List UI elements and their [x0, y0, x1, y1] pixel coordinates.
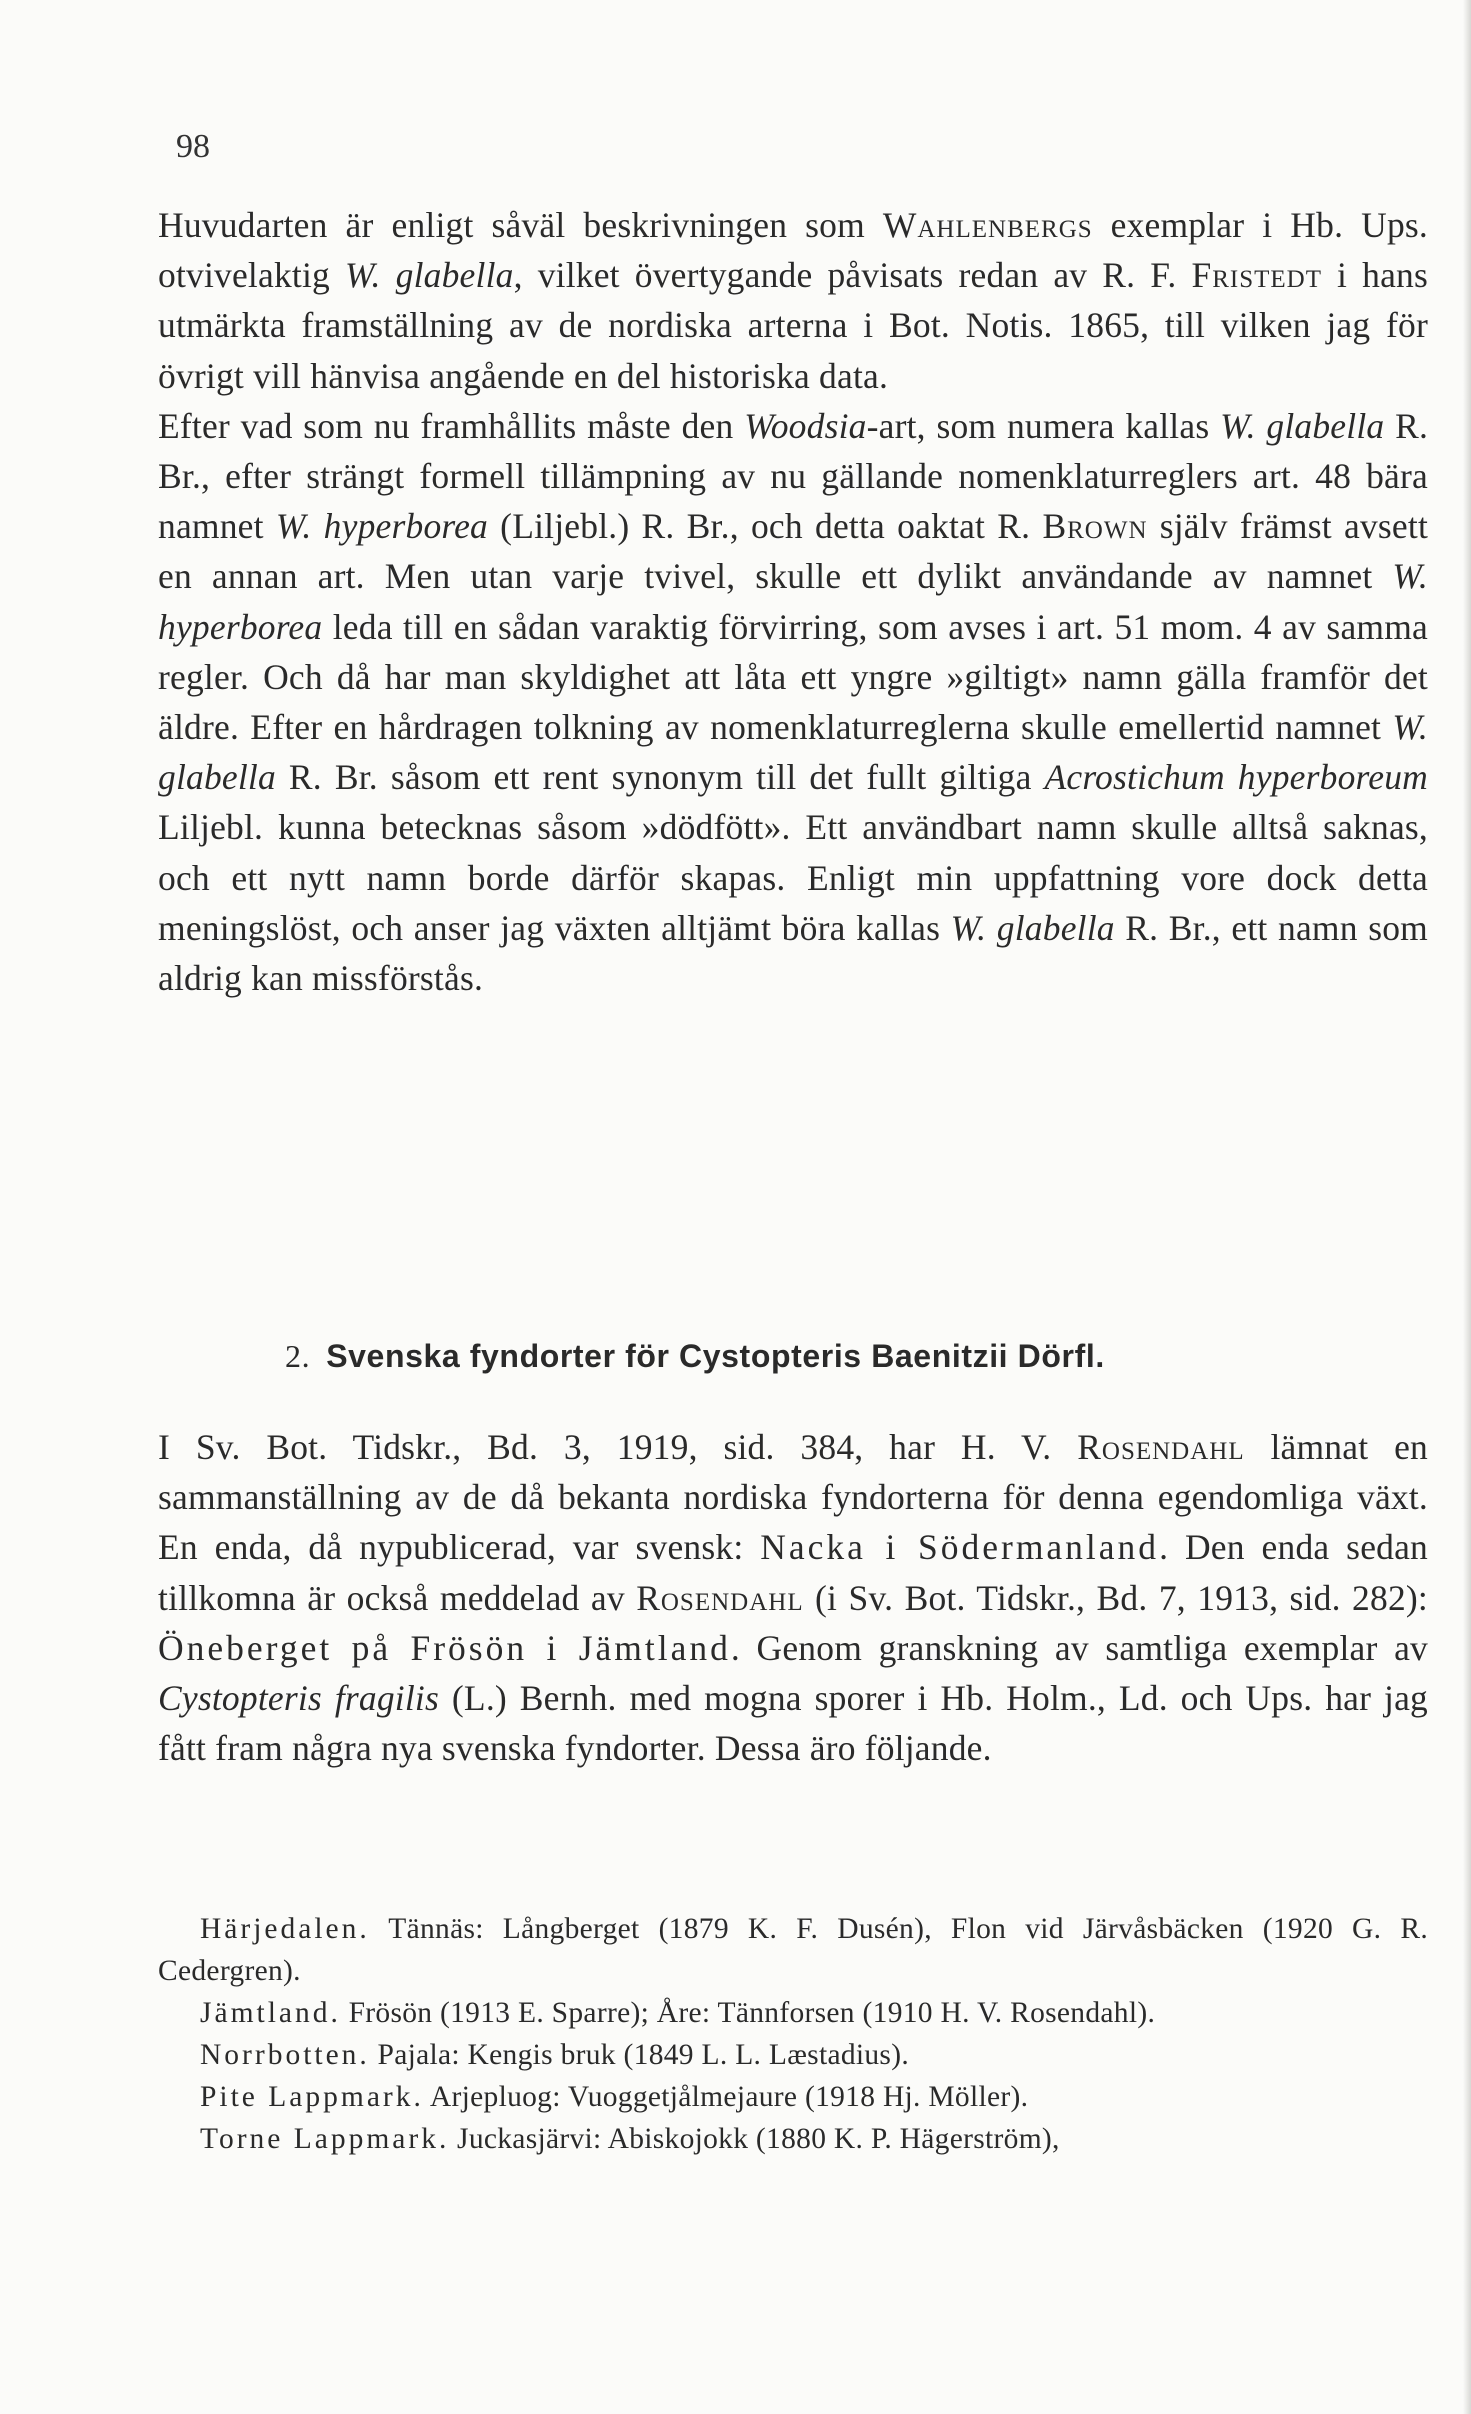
section-title: Svenska fyndorter för Cystopteris Baenitzii Dörfl.: [326, 1338, 1105, 1374]
text-run: Efter vad som nu framhållits måste den: [158, 405, 745, 446]
region-name: Jämtland.: [200, 1997, 341, 2029]
paragraph-1: [158, 200, 1428, 401]
text-run: leda till en sådan varaktig förvirring, som avses i art. 51 mom. 4 av samma regler. Och då har man skyldighet att låta ett yngre »giltigt» namn gälla framför det äldre. Efter en hårdragen tolkning av nomenklaturreglerna skulle emellertid namnet: [158, 606, 1428, 748]
locality-name: Öneberget på Frösön i Jämtland: [158, 1627, 731, 1668]
text-run: R. Br., efter strängt formell tillämpning av nu gällande nomenklaturreglers art. 48 bära namnet: [158, 405, 1429, 547]
species-name: W. glabella: [1220, 405, 1385, 446]
section-heading: [285, 1338, 1105, 1375]
author-name: Wahlenbergs: [882, 205, 1093, 245]
region-name: Norrbotten.: [200, 2039, 370, 2071]
locality-list: [158, 1908, 1428, 2160]
paragraph-3: [158, 1422, 1428, 1773]
paragraph-2: [158, 401, 1428, 1003]
section-2-text: [158, 1422, 1428, 1773]
text-run: . Den enda sedan tillkomna är också meddelad av: [158, 1527, 1429, 1618]
text-run: Liljebl. kunna betecknas såsom »dödfött». Ett användbart namn skulle alltså saknas, och ett nytt namn borde därför skapas. Enligt min uppfattning vore dock detta meningslöst, och anser jag växten alltjämt böra kallas: [158, 807, 1428, 948]
text-run: . Genom granskning av samtliga exemplar av: [730, 1627, 1428, 1668]
species-name: Acrostichum hyperboreum: [1044, 757, 1428, 798]
text-run: exemplar i Hb. Ups. otvivelaktig: [158, 205, 1428, 296]
text-run: Huvudarten är enligt såväl beskrivningen som: [158, 205, 883, 245]
text-run: , vilket övertygande påvisats redan av R. F.: [513, 255, 1192, 296]
text-run: -art, som numera kallas: [866, 405, 1221, 446]
species-name: Cystopteris fragilis: [158, 1678, 440, 1719]
locality-details: Frösön (1913 E. Sparre); Åre: Tännforsen (1910 H. V. Rosendahl).: [340, 1997, 1156, 2029]
locality-details: Juckasjärvi: Abiskojokk (1880 K. P. Hägerström),: [449, 2123, 1060, 2155]
locality-name: Nacka i Södermanland: [760, 1527, 1160, 1568]
page-number: 98: [176, 128, 210, 165]
region-name: Härjedalen.: [200, 1913, 370, 1945]
locality-entry: [158, 2118, 1428, 2160]
locality-entry: [158, 1908, 1428, 1992]
text-run: I Sv. Bot. Tidskr., Bd. 3, 1919, sid. 384, har H. V.: [158, 1427, 1078, 1467]
author-name: Brown: [1042, 506, 1148, 547]
locality-entry: [158, 1992, 1428, 2034]
text-run: (L.) Bernh. med mogna sporer i Hb. Holm., Ld. och Ups. har jag fått fram några nya svenska fyndorter. Dessa äro följande.: [158, 1678, 1428, 1769]
species-name: W. glabella: [950, 907, 1115, 948]
species-name: W. hyperborea: [275, 506, 488, 547]
region-name: Pite Lappmark.: [200, 2081, 424, 2113]
locality-details: Arjepluog: Vuoggetjålmejaure (1918 Hj. Möller).: [423, 2081, 1029, 2113]
page-edge-shadow: [1463, 0, 1471, 2414]
locality-entry: [158, 2034, 1428, 2076]
text-run: lämnat en sammanställning av de då bekanta nordiska fyndorterna för denna egendomliga växt. En enda, då nypublicerad, var svensk:: [158, 1427, 1429, 1568]
species-name: W. glabella: [158, 707, 1428, 798]
locality-details: Tännäs: Långberget (1879 K. F. Dusén), Flon vid Järvåsbäcken (1920 G. R. Cedergren).: [158, 1913, 1428, 1987]
locality-details: Pajala: Kengis bruk (1849 L. L. Læstadius).: [369, 2039, 910, 2071]
locality-entry: [158, 2076, 1428, 2118]
region-name: Torne Lappmark.: [200, 2123, 450, 2155]
species-name: W. glabella: [345, 255, 514, 296]
genus-name: Woodsia: [744, 405, 867, 446]
text-run: R. Br., ett namn som aldrig kan missförstås.: [158, 907, 1429, 999]
species-name: W. hyperborea: [158, 556, 1428, 647]
author-name: Rosendahl: [1077, 1427, 1245, 1467]
main-text: [158, 200, 1428, 1003]
section-number: 2.: [285, 1338, 311, 1374]
text-run: (i Sv. Bot. Tidskr., Bd. 7, 1913, sid. 282):: [803, 1577, 1428, 1618]
author-name: Rosendahl: [636, 1577, 804, 1618]
text-run: själv främst avsett en annan art. Men utan varje tvivel, skulle ett dylikt användande av namnet: [158, 506, 1429, 597]
text-run: (Liljebl.) R. Br., och detta oaktat R.: [488, 506, 1043, 547]
author-name: Fristedt: [1191, 255, 1322, 296]
text-run: R. Br. såsom ett rent synonym till det fullt giltiga: [275, 757, 1045, 798]
text-run: i hans utmärkta framställning av de nordiska arterna i Bot. Notis. 1865, till vilken jag för övrigt vill hänvisa angående en del historiska data.: [158, 255, 1429, 396]
